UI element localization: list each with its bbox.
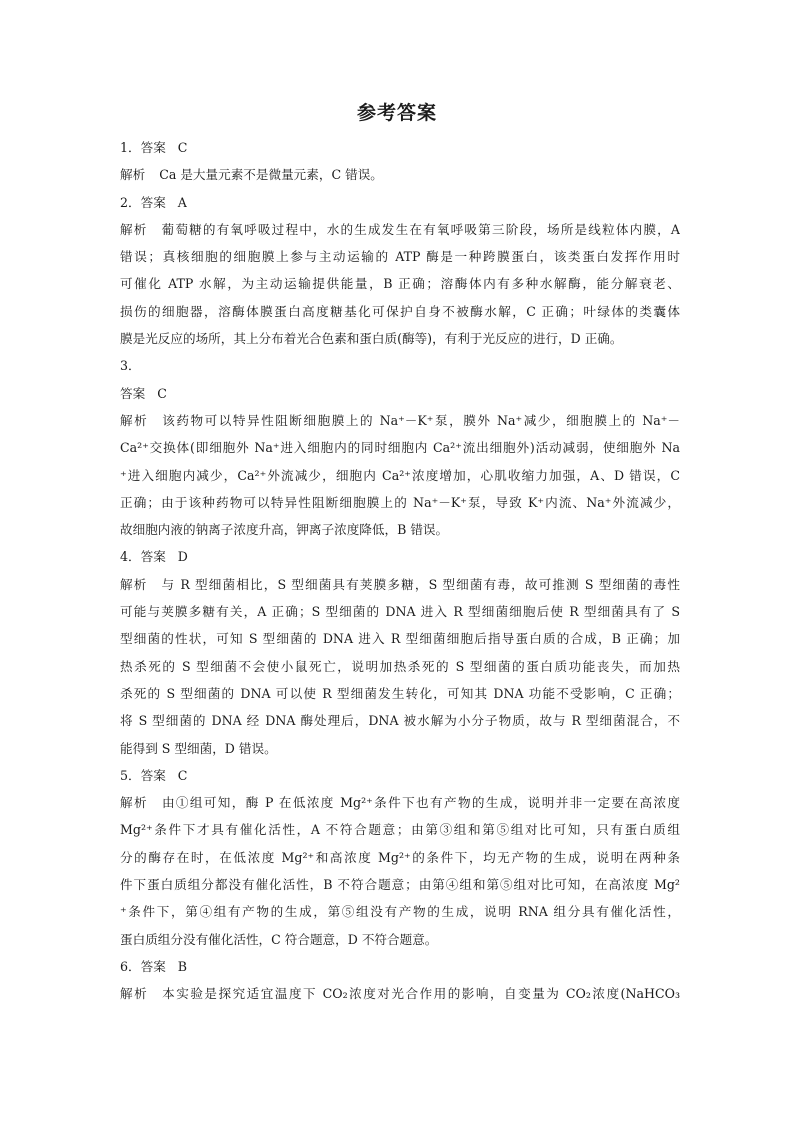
question-number: 3． [120, 358, 141, 374]
answer-label: 答案 [140, 194, 166, 210]
analysis-line: 错误；真核细胞的细胞膜上参与主动运输的 ATP 酶是一种跨膜蛋白，该类蛋白发挥作用时 [120, 249, 680, 265]
answer-label: 答案 [120, 385, 146, 401]
answer-choice: C [157, 385, 167, 401]
analysis-text: 本实验是探究适宜温度下 CO₂浓度对光合作用的影响，自变量为 CO₂浓度(NaHCO₃ [162, 986, 680, 1002]
question-number: 5． [120, 767, 141, 783]
answer-list [120, 134, 680, 1008]
analysis-line: 杀死的 S 型细菌的 DNA 可以使 R 型细菌发生转化，可知其 DNA 功能不受影响，C 正确； [120, 685, 680, 701]
analysis-label: 解析 [120, 221, 148, 237]
analysis-line [120, 161, 680, 188]
analysis-line: 损伤的细胞器，溶酶体膜蛋白高度糖基化可保护自身不被酶水解，C 正确；叶绿体的类囊体 [120, 303, 680, 319]
analysis-label: 解析 [120, 986, 149, 1002]
analysis-label: 解析 [120, 795, 148, 811]
analysis-line [120, 980, 680, 1007]
analysis-line: 正确；由于该种药物可以特异性阻断细胞膜上的 Na⁺－K⁺泵，导致 K⁺内流、Na⁺外流减少， [120, 494, 680, 510]
analysis-line: ⁺条件下，第④组有产物的生成，第⑤组没有产物的生成，说明 RNA 组分具有催化活性， [120, 904, 680, 920]
answer-header-q1 [120, 134, 680, 161]
analysis-line: 件下蛋白质组分都没有催化活性，B 不符合题意；由第④组和第⑤组对比可知，在高浓度 Mg² [120, 877, 680, 893]
question-number: 2． [120, 194, 141, 210]
analysis-line: 分的酶存在时，在低浓度 Mg²⁺和高浓度 Mg²⁺的条件下，均无产物的生成，说明在两种条 [120, 849, 680, 865]
analysis-label: 解析 [120, 412, 149, 428]
analysis-line: 蛋白质组分没有催化活性，C 符合题意，D 不符合题意。 [120, 931, 438, 947]
analysis-line [120, 216, 680, 243]
analysis-label: 解析 [120, 576, 148, 592]
answer-choice: C [177, 767, 188, 783]
analysis-line [120, 407, 680, 434]
analysis-line [120, 789, 680, 816]
answer-label: 答案 [140, 767, 166, 783]
analysis-text: 该药物可以特异性阻断细胞膜上的 Na⁺－K⁺泵，膜外 Na⁺减少，细胞膜上的 Na⁺－ [162, 412, 680, 428]
analysis-line: 热杀死的 S 型细菌不会使小鼠死亡，说明加热杀死的 S 型细菌的蛋白质功能丧失，而加热 [120, 658, 680, 674]
analysis-text: 由①组可知，酶 P 在低浓度 Mg²⁺条件下也有产物的生成，说明并非一定要在高浓度 [161, 795, 680, 811]
analysis-line: 故细胞内液的钠离子浓度升高，钾离子浓度降低，B 错误。 [120, 522, 449, 538]
analysis-line: Mg²⁺条件下才具有催化活性，A 不符合题意；由第③组和第⑤组对比可知，只有蛋白质组 [120, 822, 680, 838]
answer-header-q4 [120, 543, 680, 570]
answer-header-q2 [120, 189, 680, 216]
analysis-line: 可能与荚膜多糖有关，A 正确；S 型细菌的 DNA 进入 R 型细菌细胞后使 R 型细菌具有了 S [120, 604, 680, 620]
answer-choice: B [177, 958, 188, 974]
analysis-text: Ca 是大量元素不是微量元素，C 错误。 [159, 167, 383, 183]
question-number: 4． [120, 549, 141, 565]
answer-label: 答案 [140, 549, 166, 565]
analysis-line: 膜是光反应的场所，其上分布着光合色素和蛋白质(酶等)，有利于光反应的进行，D 正确。 [120, 331, 623, 347]
answer-header-q3 [120, 352, 680, 379]
analysis-text: 与 R 型细菌相比，S 型细菌具有荚膜多糖，S 型细菌有毒，故可推测 S 型细菌的毒性 [161, 576, 680, 592]
analysis-text: 葡萄糖的有氧呼吸过程中，水的生成发生在有氧呼吸第三阶段，场所是线粒体内膜，A [161, 221, 680, 237]
analysis-label: 解析 [120, 167, 146, 183]
analysis-line: 可催化 ATP 水解，为主动运输提供能量，B 正确；溶酶体内有多种水解酶，能分解衰老、 [120, 276, 680, 292]
answer-choice: A [177, 194, 187, 210]
answer-label: 答案 [140, 958, 166, 974]
answer-label: 答案 [140, 140, 166, 155]
answer-choice: C [177, 140, 188, 155]
analysis-line: 型细菌的性状，可知 S 型细菌的 DNA 进入 R 型细菌细胞后指导蛋白质的合成，B 正确；加 [120, 631, 680, 647]
analysis-line: 将 S 型细菌的 DNA 经 DNA 酶处理后，DNA 被水解为小分子物质，故与 R 型细菌混合，不 [120, 713, 680, 729]
analysis-line: ⁺进入细胞内减少，Ca²⁺外流减少，细胞内 Ca²⁺浓度增加，心肌收缩力加强，A、D 错误，C [120, 467, 680, 483]
question-number: 1． [120, 140, 141, 155]
answer-line-q3 [120, 380, 680, 407]
question-number: 6． [120, 958, 141, 974]
analysis-line [120, 571, 680, 598]
analysis-line: 能得到 S 型细菌，D 错误。 [120, 740, 277, 756]
page-title: 参考答案 [356, 102, 437, 124]
answer-choice: D [177, 549, 188, 565]
answer-header-q6 [120, 953, 680, 980]
analysis-line: Ca²⁺交换体(即细胞外 Na⁺进入细胞内的同时细胞内 Ca²⁺流出细胞外)活动减弱，使细胞外 Na [120, 440, 680, 456]
answer-header-q5 [120, 762, 680, 789]
